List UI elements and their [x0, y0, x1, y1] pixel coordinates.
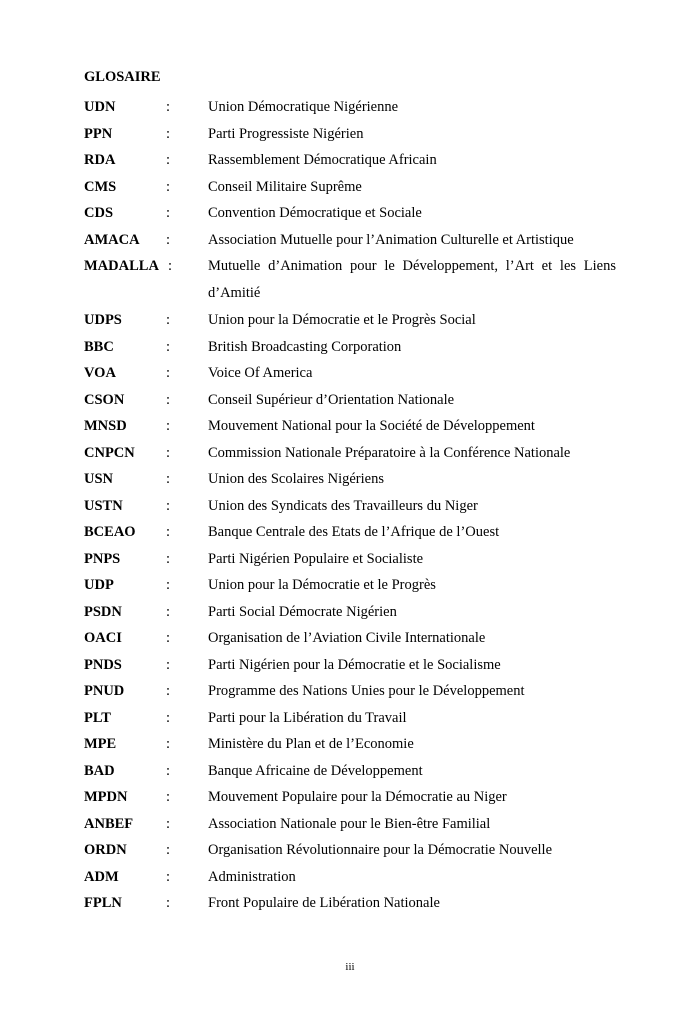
entry-separator: :: [166, 895, 171, 911]
entry-description: Association Nationale pour le Bien-être Familial: [208, 815, 491, 832]
glossary-entry: [84, 360, 624, 387]
entry-abbreviation: CDS: [84, 205, 114, 221]
entry-abbreviation: VOA: [84, 365, 116, 381]
entry-description: Union des Scolaires Nigériens: [208, 471, 384, 487]
glossary-entry: [84, 705, 624, 732]
glossary-entry: [84, 864, 624, 891]
entry-abbreviation: PNUD: [84, 683, 125, 699]
entry-separator: :: [166, 391, 171, 408]
glossary-entry: [84, 678, 624, 705]
entry-separator: :: [166, 630, 171, 646]
glossary-entry: [84, 493, 624, 520]
entry-abbreviation: BCEAO: [84, 524, 136, 540]
entry-separator: :: [166, 842, 171, 858]
glossary-entry: [84, 94, 624, 121]
entry-abbreviation: AMACA: [84, 231, 140, 248]
entry-separator: :: [166, 550, 171, 567]
entry-description: Banque Centrale des Etats de l’Afrique de l’Ouest: [208, 524, 500, 540]
glossary-entry: [84, 466, 624, 493]
entry-abbreviation: UDN: [84, 99, 116, 115]
glossary-title: GLOSAIRE: [84, 69, 161, 85]
glossary-entry: [84, 811, 624, 838]
glossary-entry: [84, 519, 624, 546]
glossary-list: [84, 94, 624, 917]
entry-separator: :: [168, 258, 173, 274]
entry-abbreviation: PNDS: [84, 656, 122, 673]
entry-abbreviation: BBC: [84, 338, 114, 355]
entry-separator: :: [166, 99, 171, 115]
entry-separator: :: [166, 656, 171, 673]
glossary-entry: [84, 652, 624, 679]
entry-separator: :: [166, 471, 171, 487]
entry-description: Administration: [208, 868, 296, 885]
glossary-entry: [84, 784, 624, 811]
entry-description: Convention Démocratique et Sociale: [208, 205, 422, 221]
glossary-entry: [84, 253, 624, 307]
entry-abbreviation: PLT: [84, 709, 111, 726]
entry-separator: :: [166, 762, 171, 779]
entry-separator: :: [166, 125, 171, 142]
glossary-entry: [84, 890, 624, 917]
entry-abbreviation: PSDN: [84, 603, 122, 620]
entry-abbreviation: UDP: [84, 577, 114, 593]
entry-description: Organisation Révolutionnaire pour la Démocratie Nouvelle: [208, 842, 553, 858]
entry-separator: :: [166, 312, 171, 328]
glossary-entry: [84, 334, 624, 361]
entry-abbreviation: CNPCN: [84, 444, 135, 461]
entry-separator: :: [166, 709, 171, 726]
entry-separator: :: [166, 178, 171, 195]
entry-separator: :: [166, 152, 171, 168]
entry-description: Parti Social Démocrate Nigérien: [208, 603, 397, 620]
entry-separator: :: [166, 338, 171, 355]
entry-description: British Broadcasting Corporation: [208, 338, 402, 355]
entry-description: Parti pour la Libération du Travail: [208, 709, 407, 726]
entry-description: Union Démocratique Nigérienne: [208, 99, 399, 115]
entry-description: Mouvement National pour la Société de Développement: [208, 418, 535, 434]
glossary-entry: [84, 174, 624, 201]
entry-abbreviation: MPDN: [84, 789, 128, 805]
entry-separator: :: [166, 736, 171, 752]
entry-separator: :: [166, 603, 171, 620]
entry-description: Mouvement Populaire pour la Démocratie au Niger: [208, 789, 507, 805]
entry-abbreviation: ANBEF: [84, 815, 134, 832]
glossary-entry: [84, 625, 624, 652]
glossary-entry: [84, 837, 624, 864]
glossary-entry: [84, 147, 624, 174]
entry-description: Union pour la Démocratie et le Progrès: [208, 577, 436, 593]
glossary-entry: [84, 731, 624, 758]
entry-description: Conseil Supérieur d’Orientation Nationale: [208, 391, 455, 408]
entry-separator: :: [166, 365, 171, 381]
entry-abbreviation: CMS: [84, 178, 117, 195]
glossary-entry: [84, 121, 624, 148]
entry-separator: :: [166, 868, 171, 885]
glossary-entry: [84, 758, 624, 785]
entry-separator: :: [166, 683, 171, 699]
entry-separator: :: [166, 205, 171, 221]
entry-description: Parti Progressiste Nigérien: [208, 125, 364, 142]
entry-description: Association Mutuelle pour l’Animation Culturelle et Artistique: [208, 231, 574, 248]
entry-abbreviation: UDPS: [84, 312, 122, 328]
entry-description: Banque Africaine de Développement: [208, 762, 423, 779]
entry-abbreviation: OACI: [84, 630, 122, 646]
entry-description: Union pour la Démocratie et le Progrès Social: [208, 312, 476, 328]
entry-abbreviation: USTN: [84, 497, 123, 514]
entry-separator: :: [166, 444, 171, 461]
glossary-entry: [84, 387, 624, 414]
glossary-entry: [84, 413, 624, 440]
entry-description: Commission Nationale Préparatoire à la Conférence Nationale: [208, 444, 571, 461]
entry-separator: :: [166, 789, 171, 805]
entry-description: Front Populaire de Libération Nationale: [208, 895, 440, 911]
glossary-entry: [84, 200, 624, 227]
entry-abbreviation: MADALLA: [84, 258, 159, 274]
entry-abbreviation: PNPS: [84, 550, 121, 567]
entry-abbreviation: ADM: [84, 868, 119, 885]
glossary-entry: [84, 572, 624, 599]
glossary-entry: [84, 227, 624, 254]
page-number: iii: [345, 961, 355, 973]
entry-description: Parti Nigérien Populaire et Socialiste: [208, 550, 424, 567]
entry-separator: :: [166, 815, 171, 832]
entry-description: Union des Syndicats des Travailleurs du Niger: [208, 497, 478, 514]
entry-description: Parti Nigérien pour la Démocratie et le Socialisme: [208, 656, 501, 673]
entry-abbreviation: RDA: [84, 152, 116, 168]
entry-abbreviation: BAD: [84, 762, 115, 779]
glossary-entry: [84, 599, 624, 626]
entry-separator: :: [166, 577, 171, 593]
entry-description: Programme des Nations Unies pour le Développement: [208, 683, 525, 699]
entry-description: Conseil Militaire Suprême: [208, 178, 362, 195]
entry-abbreviation: MPE: [84, 736, 117, 752]
entry-separator: :: [166, 524, 171, 540]
entry-description: Ministère du Plan et de l’Economie: [208, 736, 414, 752]
entry-description: Rassemblement Démocratique Africain: [208, 152, 437, 168]
entry-separator: :: [166, 497, 171, 514]
glossary-entry: [84, 546, 624, 573]
entry-description: Voice Of America: [208, 365, 313, 381]
entry-description: Mutuelle d’Animation pour le Développement, l’Art et les Liens d’Amitié: [208, 258, 616, 301]
entry-abbreviation: MNSD: [84, 418, 127, 434]
entry-separator: :: [166, 231, 171, 248]
glossary-entry: [84, 307, 624, 334]
entry-abbreviation: PPN: [84, 125, 113, 142]
entry-abbreviation: ORDN: [84, 842, 127, 858]
entry-separator: :: [166, 418, 171, 434]
entry-description: Organisation de l’Aviation Civile Internationale: [208, 630, 486, 646]
entry-abbreviation: CSON: [84, 391, 125, 408]
entry-abbreviation: FPLN: [84, 895, 122, 911]
glossary-entry: [84, 440, 624, 467]
entry-abbreviation: USN: [84, 471, 114, 487]
